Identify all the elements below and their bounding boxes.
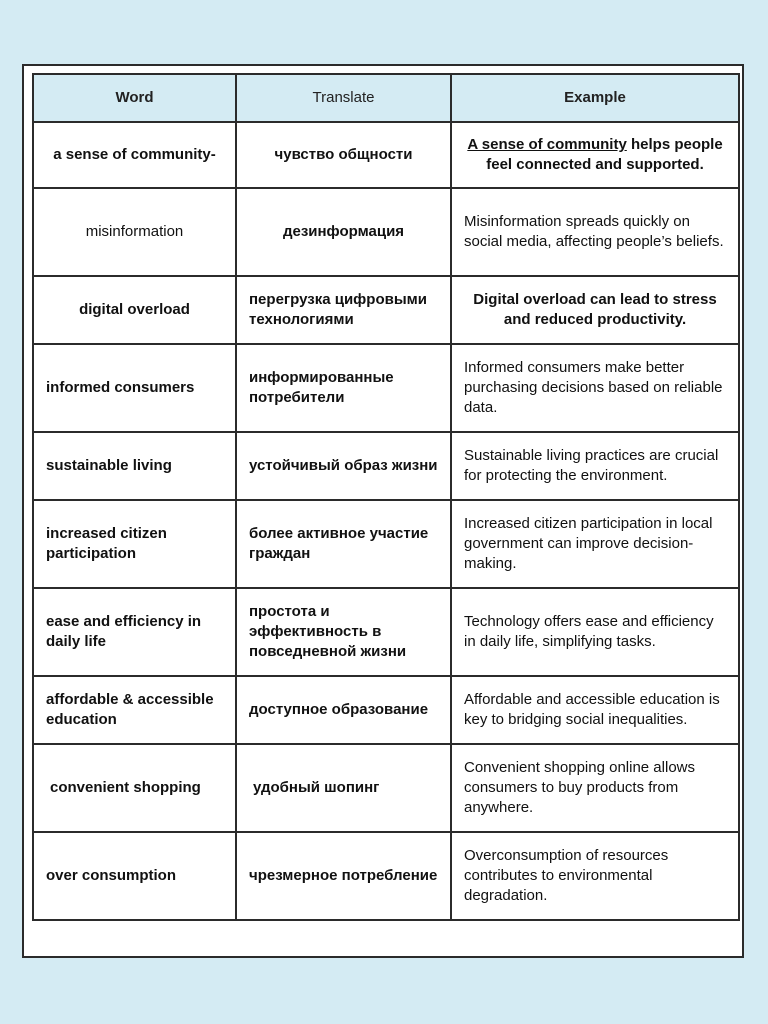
- table-row: [33, 832, 739, 920]
- translate-cell: чрезмерное потребление: [236, 832, 451, 920]
- word-cell: misinformation: [33, 188, 236, 276]
- translate-cell: устойчивый образ жизни: [236, 432, 451, 500]
- word-cell: sustainable living: [33, 432, 236, 500]
- table-row: [33, 432, 739, 500]
- table-row: [33, 276, 739, 344]
- word-cell: a sense of community-: [33, 122, 236, 188]
- vocabulary-sheet: [22, 64, 744, 958]
- translate-cell: информированные потребители: [236, 344, 451, 432]
- example-cell: Convenient shopping online allows consumers to buy products from anywhere.: [451, 744, 739, 832]
- example-cell: Overconsumption of resources contributes to environmental degradation.: [451, 832, 739, 920]
- word-cell: increased citizen participation: [33, 500, 236, 588]
- table-row: [33, 188, 739, 276]
- example-cell: Sustainable living practices are crucial for protecting the environment.: [451, 432, 739, 500]
- example-cell: Technology offers ease and efficiency in daily life, simplifying tasks.: [451, 588, 739, 676]
- table-row: [33, 500, 739, 588]
- translate-cell: перегрузка цифровыми технологиями: [236, 276, 451, 344]
- example-text: helps people feel connected and supported.: [486, 136, 723, 173]
- table-header-row: [33, 74, 739, 122]
- example-cell: Affordable and accessible education is key to bridging social inequalities.: [451, 676, 739, 744]
- example-cell: Informed consumers make better purchasing decisions based on reliable data.: [451, 344, 739, 432]
- table-row: [33, 344, 739, 432]
- example-cell: Increased citizen participation in local government can improve decision-making.: [451, 500, 739, 588]
- vocabulary-table: [32, 73, 740, 921]
- example-cell: Digital overload can lead to stress and reduced productivity.: [451, 276, 739, 344]
- translate-cell: более активное участие граждан: [236, 500, 451, 588]
- word-cell: convenient shopping: [33, 744, 236, 832]
- column-header-example: Example: [451, 74, 739, 122]
- table-row: [33, 676, 739, 744]
- word-cell: digital overload: [33, 276, 236, 344]
- translate-cell: чувство общности: [236, 122, 451, 188]
- word-cell: ease and efficiency in daily life: [33, 588, 236, 676]
- translate-cell: простота и эффективность в повседневной жизни: [236, 588, 451, 676]
- word-cell: over consumption: [33, 832, 236, 920]
- word-cell: informed consumers: [33, 344, 236, 432]
- column-header-translate: Translate: [236, 74, 451, 122]
- column-header-word: Word: [33, 74, 236, 122]
- translate-cell: доступное образование: [236, 676, 451, 744]
- table-row: [33, 122, 739, 188]
- table-row: [33, 588, 739, 676]
- word-cell: affordable & accessible education: [33, 676, 236, 744]
- example-highlight: A sense of community: [467, 136, 627, 153]
- example-cell: [451, 122, 739, 188]
- example-cell: Misinformation spreads quickly on social media, affecting people’s beliefs.: [451, 188, 739, 276]
- table-row: [33, 744, 739, 832]
- translate-cell: удобный шопинг: [236, 744, 451, 832]
- translate-cell: дезинформация: [236, 188, 451, 276]
